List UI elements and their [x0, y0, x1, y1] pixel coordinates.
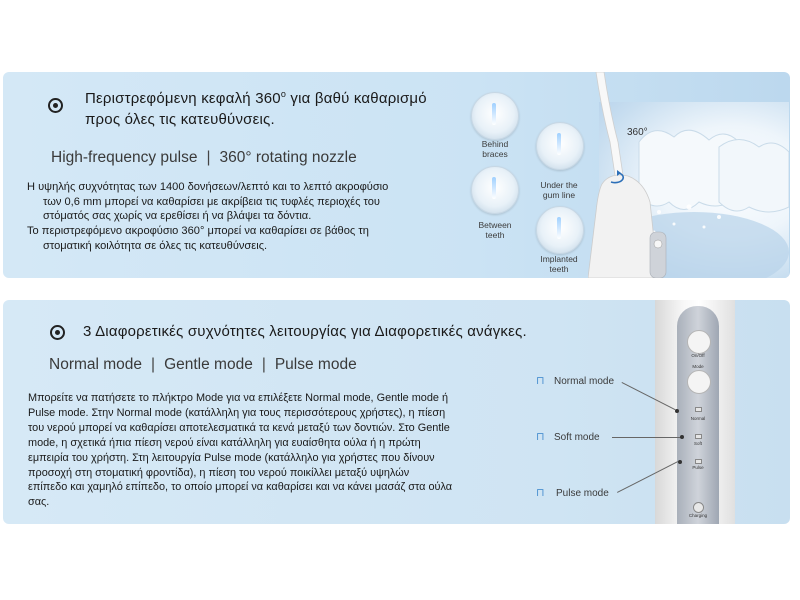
led-pulse-label: Pulse: [692, 465, 704, 470]
feature-row: [51, 149, 357, 167]
mode-normal: Normal mode: [49, 356, 143, 373]
section1-body: [25, 180, 465, 254]
inset-behind-braces: [471, 92, 519, 140]
feature-360-nozzle: 360° rotating nozzle: [219, 149, 357, 166]
body-line: στοματική κοιλότητα σε όλες τις κατευθύνσεις.: [43, 239, 268, 252]
led-pulse: [695, 459, 702, 464]
callout-dot: [680, 435, 684, 439]
body-line: Μπορείτε να πατήσετε το πλήκτρο Mode για να επιλέξετε Normal mode, Gentle mode ή: [28, 392, 449, 404]
callout-pulse-mode: Pulse mode: [556, 488, 609, 499]
callout-normal-mode: Normal mode: [554, 376, 615, 387]
body-line: σας.: [28, 496, 50, 509]
section2-body: [28, 391, 578, 510]
tooth-icon: ⊓: [536, 375, 545, 387]
body-line: Το περιστρεφόμενο ακροφύσιο 360° μπορεί να καθαρίσει σε βάθος τη: [27, 225, 369, 238]
label-behind-braces: Behind braces: [481, 139, 509, 159]
body-line: προσοχή στη στοματική φροντίδα), η πίεση του νερού ποικίλλει μεταξύ υψηλών: [28, 466, 410, 479]
led-normal-label: Normal: [690, 416, 706, 421]
label-under-gum-line: Under the gum line: [540, 180, 578, 200]
radio-bullet-icon: [48, 98, 63, 113]
power-button: [687, 330, 711, 354]
led-soft-label: Soft: [693, 441, 702, 446]
callout-line: [612, 437, 682, 438]
separator: |: [151, 356, 156, 373]
callout-dot: [675, 409, 679, 413]
degree-mark: ο: [280, 89, 287, 99]
body-line: στόματός σας χωρίς να ερεθίσει ή να βλάψει τα δόντια.: [43, 210, 312, 223]
mode-pulse: Pulse mode: [274, 356, 357, 373]
mode-gentle: Gentle mode: [164, 356, 253, 373]
power-label: On/Off: [691, 353, 705, 358]
section1-heading: [85, 84, 465, 130]
label-implanted-teeth: Implanted teeth: [540, 254, 578, 274]
separator: |: [206, 149, 211, 166]
feature-panel-rotating-head: [3, 72, 790, 278]
rotation-arrow-icon: [608, 168, 630, 190]
rotation-label: 360°: [627, 127, 648, 138]
inset-under-gum-line: [536, 122, 584, 170]
radio-bullet-icon: [50, 325, 65, 340]
body-line: Pulse mode. Στην Normal mode (κατάλληλη για τους περισσότερους χρήστες), η πίεση: [28, 406, 446, 419]
charging-label: Charging: [688, 513, 708, 518]
mode-label: Mode: [692, 364, 704, 369]
mode-button: [687, 370, 711, 394]
heading-part2: για βαθύ καθαρισμό: [286, 90, 427, 107]
section2-heading: 3 Διαφορετικές συχνότητες λειτουργίας για Διαφορετικές ανάγκες.: [83, 323, 527, 340]
heading-line2: προς όλες τις κατευθύνσεις.: [85, 111, 275, 128]
inset-between-teeth: [471, 166, 519, 214]
led-normal: [695, 407, 702, 412]
charging-indicator: [693, 502, 704, 513]
feature-high-frequency: High-frequency pulse: [51, 149, 198, 166]
tooth-icon: ⊓: [536, 431, 545, 443]
tooth-icon: ⊓: [536, 487, 545, 499]
led-soft: [695, 434, 702, 439]
body-line: εμπειρία του χρήστη. Στη λειτουργία Pulse mode (κατάλληλο για χρήστες που δίνουν: [28, 451, 435, 464]
callout-dot: [678, 460, 682, 464]
body-line: mode, η σχετικά ήπια πίεση νερού είναι κατάλληλη για ευαίσθητα ούλα ή η πρώτη: [28, 436, 421, 449]
label-between-teeth: Between teeth: [478, 220, 512, 240]
body-line: Η υψηλής συχνότητας των 1400 δονήσεων/λεπτό και το λεπτό ακροφύσιο: [27, 181, 389, 193]
body-line: των 0,6 mm μπορεί να καθαρίσει με ακρίβεια τις τυφλές περιοχές του: [43, 195, 380, 208]
heading-part1: Περιστρεφόμενη κεφαλή 360: [85, 90, 281, 107]
mode-row: [49, 356, 357, 374]
body-line: του νερού μπορεί να καθαρίσει αποτελεσματικά τα κενά μεταξύ των δοντιών. Στο Gentle: [28, 421, 450, 434]
body-line: επίπεδο και χαμηλό επίπεδο, το οποίο μπορεί να καθαρίσει και να κάνει μασάζ στα ούλα: [28, 481, 453, 494]
callout-soft-mode: Soft mode: [554, 432, 600, 443]
separator: |: [261, 356, 266, 373]
inset-implanted-teeth: [536, 206, 584, 254]
